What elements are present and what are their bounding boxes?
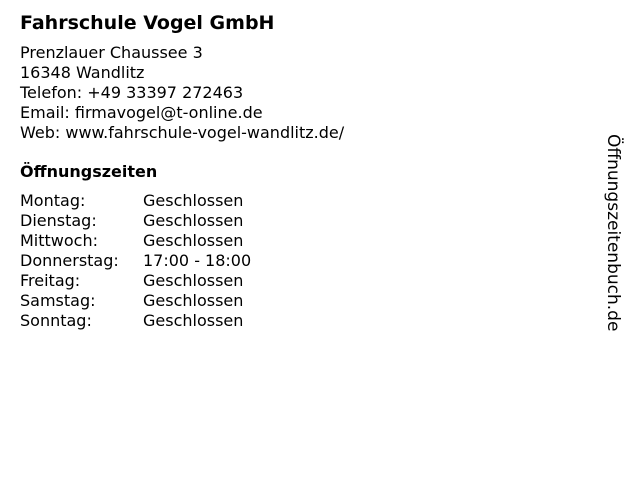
hours-row-wednesday <box>20 231 600 251</box>
day-label: Freitag: <box>20 271 81 290</box>
day-hours: 17:00 - 18:00 <box>143 251 252 270</box>
day-hours: Geschlossen <box>143 291 244 310</box>
day-label: Donnerstag: <box>20 251 119 270</box>
email-line: Email: firmavogel@t-online.de <box>20 103 263 122</box>
day-hours: Geschlossen <box>143 231 244 250</box>
phone-line: Telefon: +49 33397 272463 <box>20 83 244 102</box>
hours-row-thursday <box>20 251 600 271</box>
day-label: Dienstag: <box>20 211 97 230</box>
opening-hours-heading: Öffnungszeiten <box>20 162 158 181</box>
day-hours: Geschlossen <box>143 271 244 290</box>
hours-row-friday <box>20 271 600 291</box>
city-line: 16348 Wandlitz <box>20 63 145 82</box>
hours-row-tuesday <box>20 211 600 231</box>
hours-row-monday <box>20 191 600 211</box>
street-address: Prenzlauer Chaussee 3 <box>20 43 203 62</box>
opening-hours-table <box>20 191 600 331</box>
web-line: Web: www.fahrschule-vogel-wandlitz.de/ <box>20 123 345 142</box>
company-name: Fahrschule Vogel GmbH <box>20 12 275 34</box>
day-label: Montag: <box>20 191 86 210</box>
day-hours: Geschlossen <box>143 191 244 210</box>
hours-row-saturday <box>20 291 600 311</box>
hours-row-sunday <box>20 311 600 331</box>
day-label: Sonntag: <box>20 311 92 330</box>
day-hours: Geschlossen <box>143 211 244 230</box>
day-label: Mittwoch: <box>20 231 98 250</box>
business-card <box>20 11 600 331</box>
address-block <box>20 43 600 143</box>
site-watermark: Öffnungszeitenbuch.de <box>603 134 623 332</box>
day-label: Samstag: <box>20 291 96 310</box>
day-hours: Geschlossen <box>143 311 244 330</box>
